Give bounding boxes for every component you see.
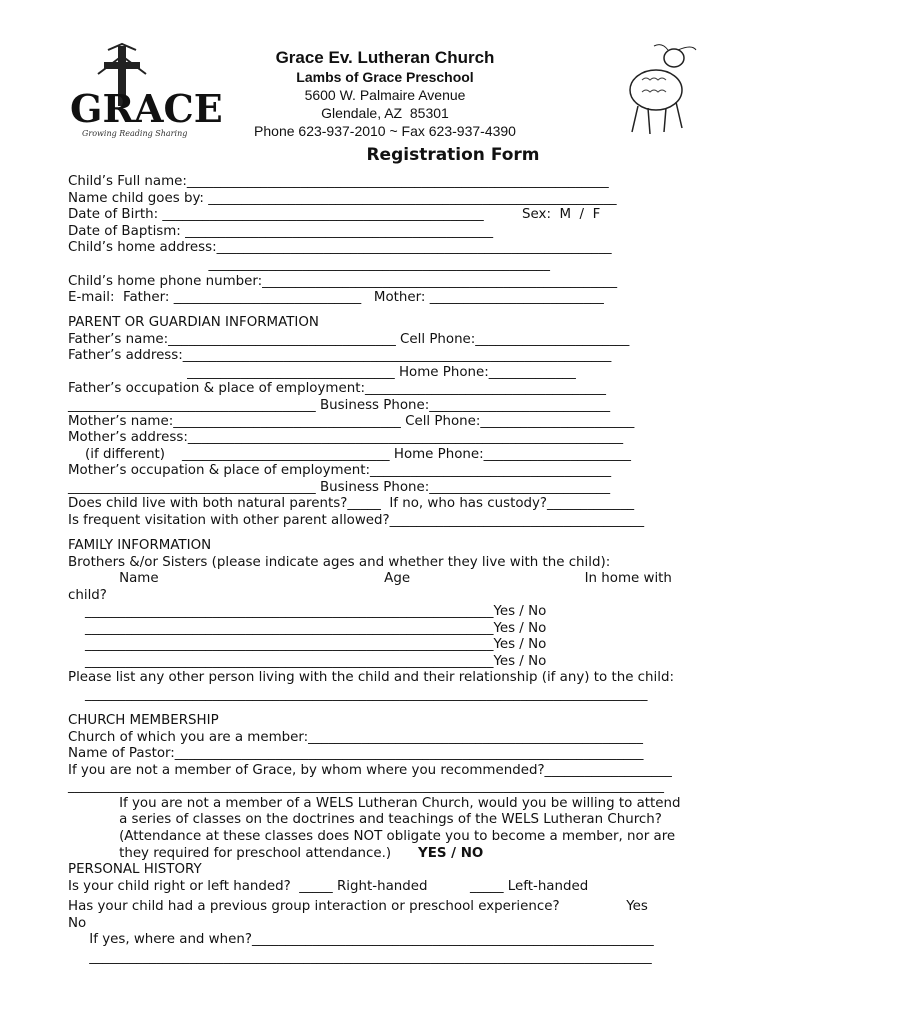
siblings-instruction: Brothers &/or Sisters (please indicate ages and whether they live with the child): <box>68 555 611 570</box>
sibling-row[interactable]: _____________________________________________________________Yes / No <box>68 621 547 636</box>
recommended-by-field[interactable]: If you are not a member of Grace, by whom where you recommended?___________________ <box>68 763 672 778</box>
visitation-field[interactable]: Is frequent visitation with other parent allowed?______________________________________ <box>68 513 645 528</box>
mother-name-field[interactable]: Mother’s name:__________________________________ Cell Phone:_______________________ <box>68 414 635 429</box>
father-home-phone-field[interactable]: _______________________________ Home Phone:_____________ <box>68 365 576 380</box>
yes-no-choice[interactable]: YES / NO <box>418 846 484 861</box>
father-name-field[interactable]: Father’s name:__________________________________ Cell Phone:_______________________ <box>68 332 630 347</box>
home-address-line2[interactable]: ___________________________________________________ <box>68 257 550 272</box>
where-when-line2[interactable]: ____________________________________________________________________________________ <box>68 950 652 965</box>
church-name: Grace Ev. Lutheran Church <box>275 48 495 67</box>
siblings-column-headers-cont: child? <box>68 588 107 603</box>
other-persons-question: Please list any other person living with the child and their relationship (if any) to the child: <box>68 670 674 685</box>
sibling-row[interactable]: _____________________________________________________________Yes / No <box>68 654 547 669</box>
lamb-illustration <box>612 40 698 136</box>
home-phone-field[interactable]: Child’s home phone number:_____________________________________________________ <box>68 274 618 289</box>
logo-word: GRACE <box>70 86 223 131</box>
family-info-heading: FAMILY INFORMATION <box>68 538 212 553</box>
date-of-baptism-field[interactable]: Date of Baptism: ______________________________________________ <box>68 224 494 239</box>
group-experience-question: Has your child had a previous group interaction or preschool experience? <box>68 899 560 914</box>
church-membership-heading: CHURCH MEMBERSHIP <box>68 713 219 728</box>
preschool-name: Lambs of Grace Preschool <box>296 69 474 85</box>
wels-question-line3: (Attendance at these classes does NOT obligate you to become a member, nor are <box>68 829 676 844</box>
child-full-name-field[interactable]: Child’s Full name:_______________________________________________________________ <box>68 174 609 189</box>
wels-question-line1: If you are not a member of a WELS Lutheran Church, would you be willing to attend <box>68 796 681 811</box>
father-business-phone-field[interactable]: _____________________________________ Business Phone:___________________________ <box>68 398 611 413</box>
form-title: Registration Form <box>366 145 540 165</box>
city-address: Glendale, AZ 85301 <box>321 105 449 121</box>
sibling-row[interactable]: _____________________________________________________________Yes / No <box>68 637 547 652</box>
date-of-birth-sex-field[interactable]: Date of Birth: ________________________________________________ Sex: M / F <box>68 207 601 222</box>
pastor-name-field[interactable]: Name of Pastor:______________________________________________________________________ <box>68 746 644 761</box>
siblings-column-headers: Name Age In home with <box>68 571 672 586</box>
father-occupation-field[interactable]: Father’s occupation & place of employment:____________________________________ <box>68 381 606 396</box>
parent-guardian-heading: PARENT OR GUARDIAN INFORMATION <box>68 315 319 330</box>
personal-history-heading: PERSONAL HISTORY <box>68 862 202 877</box>
home-address-field[interactable]: Child’s home address:___________________________________________________________ <box>68 240 612 255</box>
custody-field[interactable]: Does child live with both natural parents?_____ If no, who has custody?_____________ <box>68 496 635 511</box>
no-option-label: No <box>68 916 87 931</box>
other-persons-field[interactable]: ____________________________________________________________________________________ <box>68 687 648 702</box>
yes-checkbox[interactable]: Yes <box>622 899 648 914</box>
wels-question-line2: a series of classes on the doctrines and teachings of the WELS Lutheran Church? <box>68 812 662 827</box>
mother-home-phone-field[interactable]: (if different) _______________________________ Home Phone:______________________ <box>68 447 631 462</box>
mother-address-field[interactable]: Mother’s address:_________________________________________________________________ <box>68 430 624 445</box>
name-goes-by-field[interactable]: Name child goes by: _____________________________________________________________ <box>68 191 617 206</box>
mother-business-phone-field[interactable]: _____________________________________ Business Phone:___________________________ <box>68 480 611 495</box>
father-address-field[interactable]: Father’s address:________________________________________________________________ <box>68 348 612 363</box>
handedness-field[interactable]: Is your child right or left handed? _____ Right-handed _____ Left-handed <box>68 879 589 894</box>
email-field[interactable]: E-mail: Father: ____________________________ Mother: __________________________ <box>68 290 604 305</box>
mother-occupation-field[interactable]: Mother’s occupation & place of employment:____________________________________ <box>68 463 612 478</box>
church-member-field[interactable]: Church of which you are a member:__________________________________________________ <box>68 730 643 745</box>
street-address: 5600 W. Palmaire Avenue <box>304 87 466 103</box>
phone-fax: Phone 623-937-2010 ~ Fax 623-937-4390 <box>254 123 516 139</box>
logo-tagline: Growing Reading Sharing <box>82 129 188 138</box>
wels-question-line4: they required for preschool attendance.) <box>68 846 392 861</box>
where-when-field[interactable]: If yes, where and when?____________________________________________________________ <box>68 932 654 947</box>
grace-logo <box>68 44 223 140</box>
recommended-by-line2[interactable]: _________________________________________________________________________________________ <box>68 779 664 794</box>
sibling-row[interactable]: _____________________________________________________________Yes / No <box>68 604 547 619</box>
